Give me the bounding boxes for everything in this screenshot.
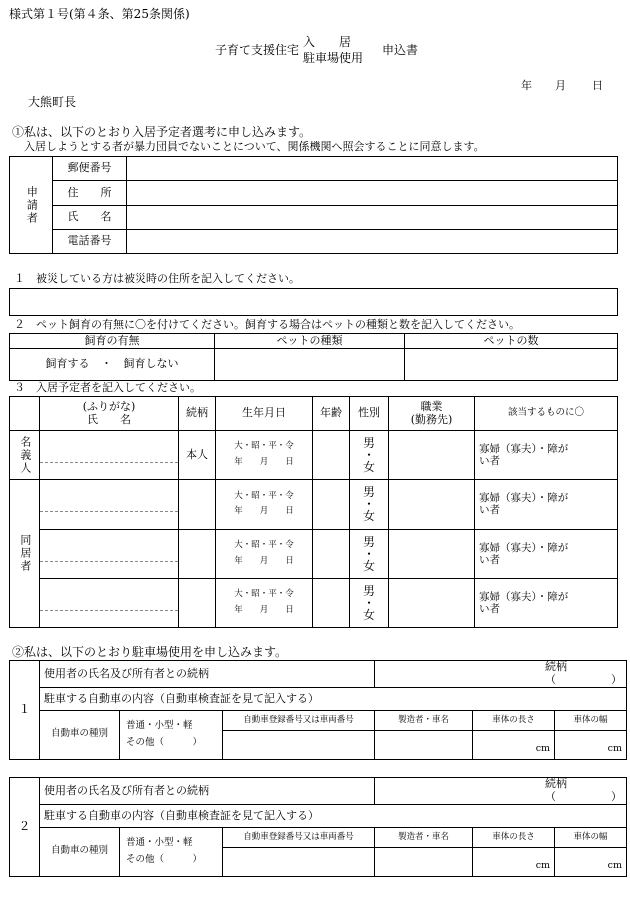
applicable-cell[interactable]: 寡婦（寡夫）・障が い者: [475, 529, 618, 578]
age-cell[interactable]: [313, 431, 350, 480]
phone-field[interactable]: [127, 229, 618, 253]
section1-consent: 入居しようとする者が暴力団員でないことについて、関係機関へ照会することに同意します。: [24, 140, 485, 153]
date-month: 月: [555, 79, 566, 92]
registration-number-field[interactable]: [223, 731, 375, 760]
birthdate-cell[interactable]: 大・昭・平・令 年 月 日: [216, 480, 313, 529]
cohabitant-label: 同居者: [10, 480, 40, 628]
parking-block-1: [9, 660, 627, 760]
pet-type-field[interactable]: [215, 349, 405, 381]
sex-cell[interactable]: 男 ・ 女: [350, 529, 389, 578]
pet-count-field[interactable]: [405, 349, 618, 381]
birthdate-cell[interactable]: 大・昭・平・令 年 月 日: [216, 578, 313, 627]
applicable-header: 該当するものに〇: [475, 397, 618, 431]
form-title-suffix: 申込書: [382, 43, 419, 57]
pet-table: [9, 333, 618, 381]
relation-cell[interactable]: [179, 578, 216, 627]
registration-number-header: 自動車登録番号又は車両番号: [223, 827, 375, 848]
name-field[interactable]: [127, 205, 618, 229]
table-row: [10, 431, 618, 480]
disaster-address-table: [9, 288, 618, 316]
width-field[interactable]: cm: [555, 848, 627, 877]
section1-intro: ①私は、以下のとおり入居予定者選考に申し込みます。: [12, 125, 312, 139]
disaster-address-field[interactable]: [10, 289, 618, 316]
car-content-label: 駐車する自動車の内容（自動車検査証を見て記入する）: [40, 805, 627, 828]
form-title-option-residence: 入 居: [303, 35, 352, 49]
occupation-cell[interactable]: [389, 578, 475, 627]
occupation-header-line1: 職業: [420, 399, 443, 413]
parking-block-number: １: [10, 661, 40, 760]
car-type-label: 自動車の種別: [40, 827, 120, 876]
resident-name-cell[interactable]: [40, 578, 179, 627]
pet-option-separator: ・: [101, 357, 112, 371]
applicant-label: 申請者: [10, 157, 53, 254]
phone-label: 電話番号: [53, 229, 127, 253]
width-header: 車体の幅: [555, 827, 627, 848]
occupation-cell[interactable]: [389, 431, 475, 480]
birthdate-cell[interactable]: 大・昭・平・令 年 月 日: [216, 431, 313, 480]
occupation-header-line2: (勤務先): [410, 412, 453, 426]
pet-count-header: ペットの数: [405, 334, 618, 349]
table-row: [10, 529, 618, 578]
width-header: 車体の幅: [555, 710, 627, 731]
age-cell[interactable]: [313, 480, 350, 529]
resident-name-cell[interactable]: [40, 529, 179, 578]
resident-name-cell[interactable]: [40, 431, 179, 480]
pet-has-options: [10, 349, 215, 381]
address-field[interactable]: [127, 181, 618, 205]
parking-block-number: ２: [10, 778, 40, 877]
occupation-cell[interactable]: [389, 529, 475, 578]
form-title-option-parking: 駐車場使用: [303, 51, 364, 65]
pet-type-header: ペットの種類: [215, 334, 405, 349]
sex-cell[interactable]: 男 ・ 女: [350, 578, 389, 627]
applicable-cell[interactable]: 寡婦（寡夫）・障が い者: [475, 431, 618, 480]
occupation-cell[interactable]: [389, 480, 475, 529]
q3-text: ３ 入居予定者を記入してください。: [14, 381, 201, 394]
parking-block-2: [9, 777, 627, 877]
q2-text: ２ ペット飼育の有無に〇を付けてください。飼育する場合はペットの種類と数を記入してください。: [14, 318, 520, 331]
car-type-options[interactable]: 普通・小型・軽 その他（ ）: [120, 710, 223, 759]
applicable-cell[interactable]: 寡婦（寡夫）・障が い者: [475, 480, 618, 529]
relation-field[interactable]: 続柄（ ）: [375, 661, 627, 688]
width-field[interactable]: cm: [555, 731, 627, 760]
length-field[interactable]: cm: [473, 848, 555, 877]
birthdate-cell[interactable]: 大・昭・平・令 年 月 日: [216, 529, 313, 578]
form-title-main: 子育て支援住宅: [215, 43, 300, 57]
sex-cell[interactable]: 男 ・ 女: [350, 480, 389, 529]
name-label: 氏 名: [53, 205, 127, 229]
relation-field[interactable]: 続柄（ ）: [375, 778, 627, 805]
pet-option-no[interactable]: 飼育しない: [123, 357, 179, 371]
registration-number-header: 自動車登録番号又は車両番号: [223, 710, 375, 731]
form-number: 様式第１号(第４条、第25条関係): [9, 7, 190, 21]
maker-header: 製造者・車名: [375, 710, 473, 731]
address-label: 住 所: [53, 181, 127, 205]
table-row: [10, 578, 618, 627]
date-year: 年: [521, 79, 532, 92]
relation-cell[interactable]: [179, 529, 216, 578]
postal-code-field[interactable]: [127, 157, 618, 181]
residents-table: [9, 396, 618, 628]
name-header: [40, 397, 179, 431]
relation-self: 本人: [179, 431, 216, 480]
addressee: 大熊町長: [28, 95, 77, 109]
pet-has-header: 飼育の有無: [10, 334, 215, 349]
applicant-table: [9, 156, 618, 254]
age-header: 年齢: [313, 397, 350, 431]
pet-option-yes[interactable]: 飼育する: [45, 357, 90, 371]
car-type-options[interactable]: 普通・小型・軽 その他（ ）: [120, 827, 223, 876]
postal-code-label: 郵便番号: [53, 157, 127, 181]
age-cell[interactable]: [313, 578, 350, 627]
maker-header: 製造者・車名: [375, 827, 473, 848]
car-content-label: 駐車する自動車の内容（自動車検査証を見て記入する）: [40, 688, 627, 711]
length-header: 車体の長さ: [473, 827, 555, 848]
table-row: [10, 480, 618, 529]
date-day: 日: [592, 79, 603, 92]
resident-name-cell[interactable]: [40, 480, 179, 529]
nominee-label: 名義人: [10, 431, 40, 480]
sex-cell[interactable]: 男 ・ 女: [350, 431, 389, 480]
applicable-cell[interactable]: 寡婦（寡夫）・障が い者: [475, 578, 618, 627]
maker-field[interactable]: [375, 848, 473, 877]
occupation-header: [389, 397, 475, 431]
full-name-header: 氏 名: [87, 412, 131, 426]
length-field[interactable]: cm: [473, 731, 555, 760]
user-relation-label: 使用者の氏名及び所有者との続柄: [40, 661, 375, 688]
relation-header: 続柄: [179, 397, 216, 431]
length-header: 車体の長さ: [473, 710, 555, 731]
birthdate-header: 生年月日: [216, 397, 313, 431]
q1-text: １ 被災している方は被災時の住所を記入してください。: [14, 272, 300, 285]
relation-cell[interactable]: [179, 480, 216, 529]
age-cell[interactable]: [313, 529, 350, 578]
registration-number-field[interactable]: [223, 848, 375, 877]
maker-field[interactable]: [375, 731, 473, 760]
sex-header: 性別: [350, 397, 389, 431]
section2-intro: ②私は、以下のとおり駐車場使用を申し込みます。: [12, 645, 288, 659]
car-type-label: 自動車の種別: [40, 710, 120, 759]
user-relation-label: 使用者の氏名及び所有者との続柄: [40, 778, 375, 805]
furigana-header: (ふりがな): [82, 399, 136, 413]
